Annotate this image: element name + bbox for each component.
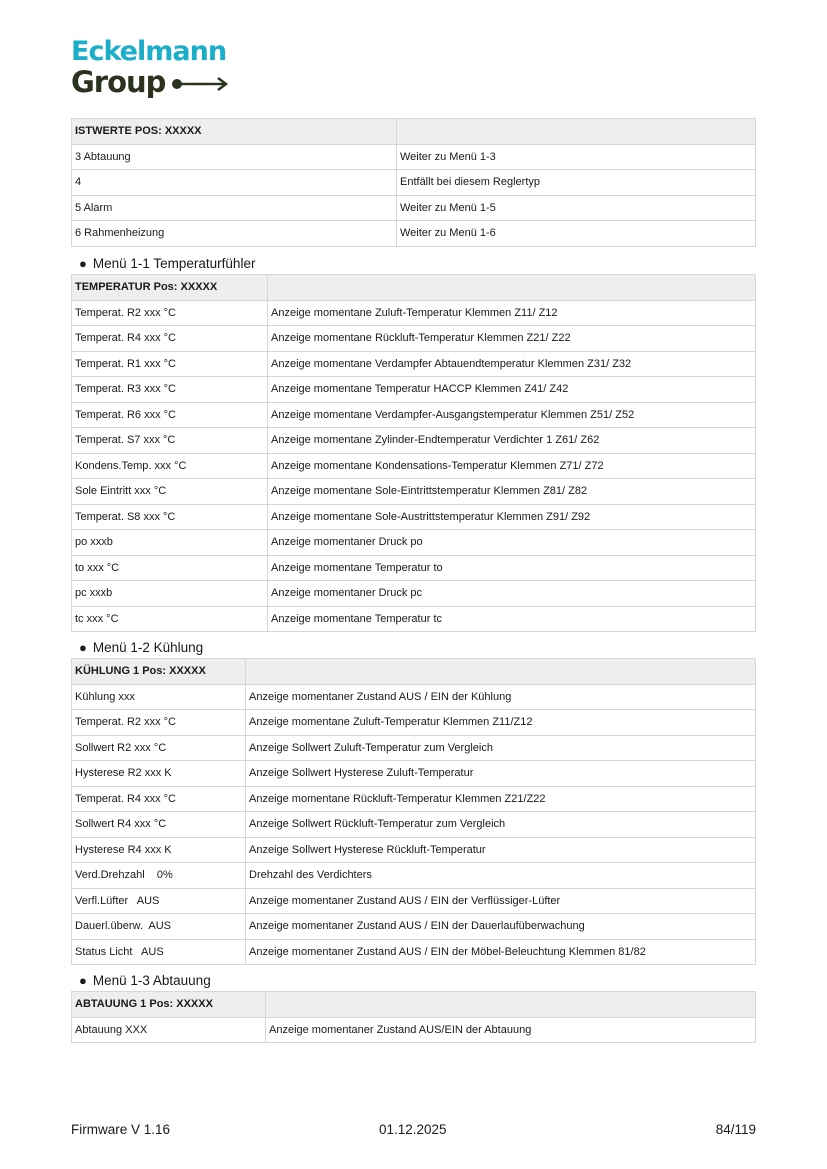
table-cell: Anzeige Sollwert Hysterese Zuluft-Temperatur: [246, 761, 756, 787]
table-cell: Anzeige Sollwert Zuluft-Temperatur zum Vergleich: [246, 735, 756, 761]
table-row: [72, 837, 756, 863]
table-row: [72, 606, 756, 632]
table-cell: Anzeige momentane Sole-Eintrittstemperatur Klemmen Z81/ Z82: [268, 479, 756, 505]
table-cell: Anzeige momentaner Zustand AUS / EIN der Verflüssiger-Lüfter: [246, 888, 756, 914]
table-cell: Kondens.Temp. xxx °C: [72, 453, 268, 479]
table-cell: Temperat. R1 xxx °C: [72, 351, 268, 377]
table-cell: Weiter zu Menü 1-5: [397, 195, 756, 221]
bullet-icon: ●: [79, 256, 87, 271]
table-row: [72, 888, 756, 914]
section-title: Menü 1-3 Abtauung: [92, 973, 211, 988]
bullet-icon: ●: [79, 973, 87, 988]
table-header-row: [72, 992, 756, 1018]
table-row: [72, 402, 756, 428]
table-row: [72, 504, 756, 530]
footer-firmware: Firmware V 1.16: [71, 1122, 171, 1137]
table-row: [72, 735, 756, 761]
table-cell: Anzeige momentaner Zustand AUS/EIN der Abtauung: [266, 1017, 756, 1043]
table-header-cell: TEMPERATUR Pos: XXXXX: [72, 275, 268, 301]
section-heading-menu-1-3: [79, 973, 211, 989]
table-cell: Anzeige momentane Rückluft-Temperatur Klemmen Z21/ Z22: [268, 326, 756, 352]
table-header-cell: [397, 119, 756, 145]
table-row: [72, 377, 756, 403]
table-row: [72, 195, 756, 221]
table-row: [72, 144, 756, 170]
table-row: [72, 914, 756, 940]
table-header-cell: [268, 275, 756, 301]
table-header-cell: KÜHLUNG 1 Pos: XXXXX: [72, 659, 246, 685]
table-row: [72, 710, 756, 736]
table-cell: Anzeige momentane Kondensations-Temperatur Klemmen Z71/ Z72: [268, 453, 756, 479]
table-cell: Sollwert R4 xxx °C: [72, 812, 246, 838]
section-heading-menu-1-1: [79, 256, 255, 272]
table-row: [72, 786, 756, 812]
table-cell: Anzeige momentane Zuluft-Temperatur Klemmen Z11/Z12: [246, 710, 756, 736]
table-cell: Anzeige momentane Temperatur to: [268, 555, 756, 581]
table-cell: Anzeige momentane Verdampfer-Ausgangstemperatur Klemmen Z51/ Z52: [268, 402, 756, 428]
table-cell: Temperat. R6 xxx °C: [72, 402, 268, 428]
table-cell: Hysterese R2 xxx K: [72, 761, 246, 787]
istwerte-table: [71, 118, 756, 247]
footer-date: 01.12.2025: [379, 1122, 447, 1137]
table-cell: to xxx °C: [72, 555, 268, 581]
table-header-cell: [266, 992, 756, 1018]
table-row: [72, 555, 756, 581]
table-row: [72, 761, 756, 787]
arrow-icon: [171, 76, 231, 92]
table-cell: po xxxb: [72, 530, 268, 556]
table-header-cell: ABTAUUNG 1 Pos: XXXXX: [72, 992, 266, 1018]
table-cell: Entfällt bei diesem Reglertyp: [397, 170, 756, 196]
table-row: [72, 812, 756, 838]
table-cell: Anzeige momentaner Zustand AUS / EIN der Kühlung: [246, 684, 756, 710]
table-cell: Sole Eintritt xxx °C: [72, 479, 268, 505]
temperatur-table: [71, 274, 756, 632]
table-row: [72, 300, 756, 326]
table-cell: Drehzahl des Verdichters: [246, 863, 756, 889]
table-row: [72, 863, 756, 889]
table-row: [72, 428, 756, 454]
table-cell: Dauerl.überw. AUS: [72, 914, 246, 940]
table-cell: Status Licht AUS: [72, 939, 246, 965]
table-cell: Temperat. R4 xxx °C: [72, 786, 246, 812]
table-row: [72, 581, 756, 607]
table-cell: Anzeige momentane Verdampfer Abtauendtemperatur Klemmen Z31/ Z32: [268, 351, 756, 377]
table-cell: 5 Alarm: [72, 195, 397, 221]
table-cell: Anzeige Sollwert Rückluft-Temperatur zum Vergleich: [246, 812, 756, 838]
table-cell: Temperat. S8 xxx °C: [72, 504, 268, 530]
section-title: Menü 1-1 Temperaturfühler: [92, 256, 256, 271]
table-header-row: [72, 275, 756, 301]
table-cell: Weiter zu Menü 1-3: [397, 144, 756, 170]
table-row: [72, 221, 756, 247]
bullet-icon: ●: [79, 640, 87, 655]
footer-page-number: 84/119: [715, 1122, 756, 1137]
table-cell: Anzeige momentane Sole-Austrittstemperatur Klemmen Z91/ Z92: [268, 504, 756, 530]
table-header-row: [72, 659, 756, 685]
logo-text-eckelmann: Eckelmann: [71, 36, 227, 67]
table-cell: Anzeige momentaner Zustand AUS / EIN der Dauerlaufüberwachung: [246, 914, 756, 940]
table-cell: Temperat. R3 xxx °C: [72, 377, 268, 403]
table-row: [72, 351, 756, 377]
table-cell: Anzeige momentane Zuluft-Temperatur Klemmen Z11/ Z12: [268, 300, 756, 326]
table-row: [72, 479, 756, 505]
table-header-cell: [246, 659, 756, 685]
table-cell: 6 Rahmenheizung: [72, 221, 397, 247]
table-header-row: [72, 119, 756, 145]
table-cell: Anzeige momentaner Zustand AUS / EIN der Möbel-Beleuchtung Klemmen 81/82: [246, 939, 756, 965]
table-cell: 3 Abtauung: [72, 144, 397, 170]
table-cell: Anzeige momentane Rückluft-Temperatur Klemmen Z21/Z22: [246, 786, 756, 812]
section-heading-menu-1-2: [79, 640, 203, 656]
table-cell: tc xxx °C: [72, 606, 268, 632]
table-cell: Temperat. R4 xxx °C: [72, 326, 268, 352]
table-cell: 4: [72, 170, 397, 196]
table-cell: Weiter zu Menü 1-6: [397, 221, 756, 247]
table-row: [72, 1017, 756, 1043]
table-cell: Verd.Drehzahl 0%: [72, 863, 246, 889]
table-cell: Kühlung xxx: [72, 684, 246, 710]
kuehlung-table: [71, 658, 756, 965]
table-row: [72, 170, 756, 196]
company-logo: [71, 38, 231, 98]
table-row: [72, 684, 756, 710]
table-row: [72, 530, 756, 556]
section-title: Menü 1-2 Kühlung: [92, 640, 204, 655]
table-row: [72, 326, 756, 352]
table-cell: Verfl.Lüfter AUS: [72, 888, 246, 914]
table-cell: Anzeige Sollwert Hysterese Rückluft-Temperatur: [246, 837, 756, 863]
table-cell: Hysterese R4 xxx K: [72, 837, 246, 863]
table-cell: Sollwert R2 xxx °C: [72, 735, 246, 761]
abtauung-table: [71, 991, 756, 1043]
table-cell: Anzeige momentane Temperatur tc: [268, 606, 756, 632]
table-cell: Temperat. S7 xxx °C: [72, 428, 268, 454]
logo-text-group: Group: [71, 65, 166, 99]
table-row: [72, 939, 756, 965]
table-header-cell: ISTWERTE POS: XXXXX: [72, 119, 397, 145]
table-cell: Temperat. R2 xxx °C: [72, 710, 246, 736]
table-row: [72, 453, 756, 479]
table-cell: Anzeige momentane Zylinder-Endtemperatur Verdichter 1 Z61/ Z62: [268, 428, 756, 454]
table-cell: Anzeige momentaner Druck po: [268, 530, 756, 556]
table-cell: pc xxxb: [72, 581, 268, 607]
table-cell: Anzeige momentane Temperatur HACCP Klemmen Z41/ Z42: [268, 377, 756, 403]
table-cell: Anzeige momentaner Druck pc: [268, 581, 756, 607]
table-cell: Temperat. R2 xxx °C: [72, 300, 268, 326]
table-cell: Abtauung XXX: [72, 1017, 266, 1043]
